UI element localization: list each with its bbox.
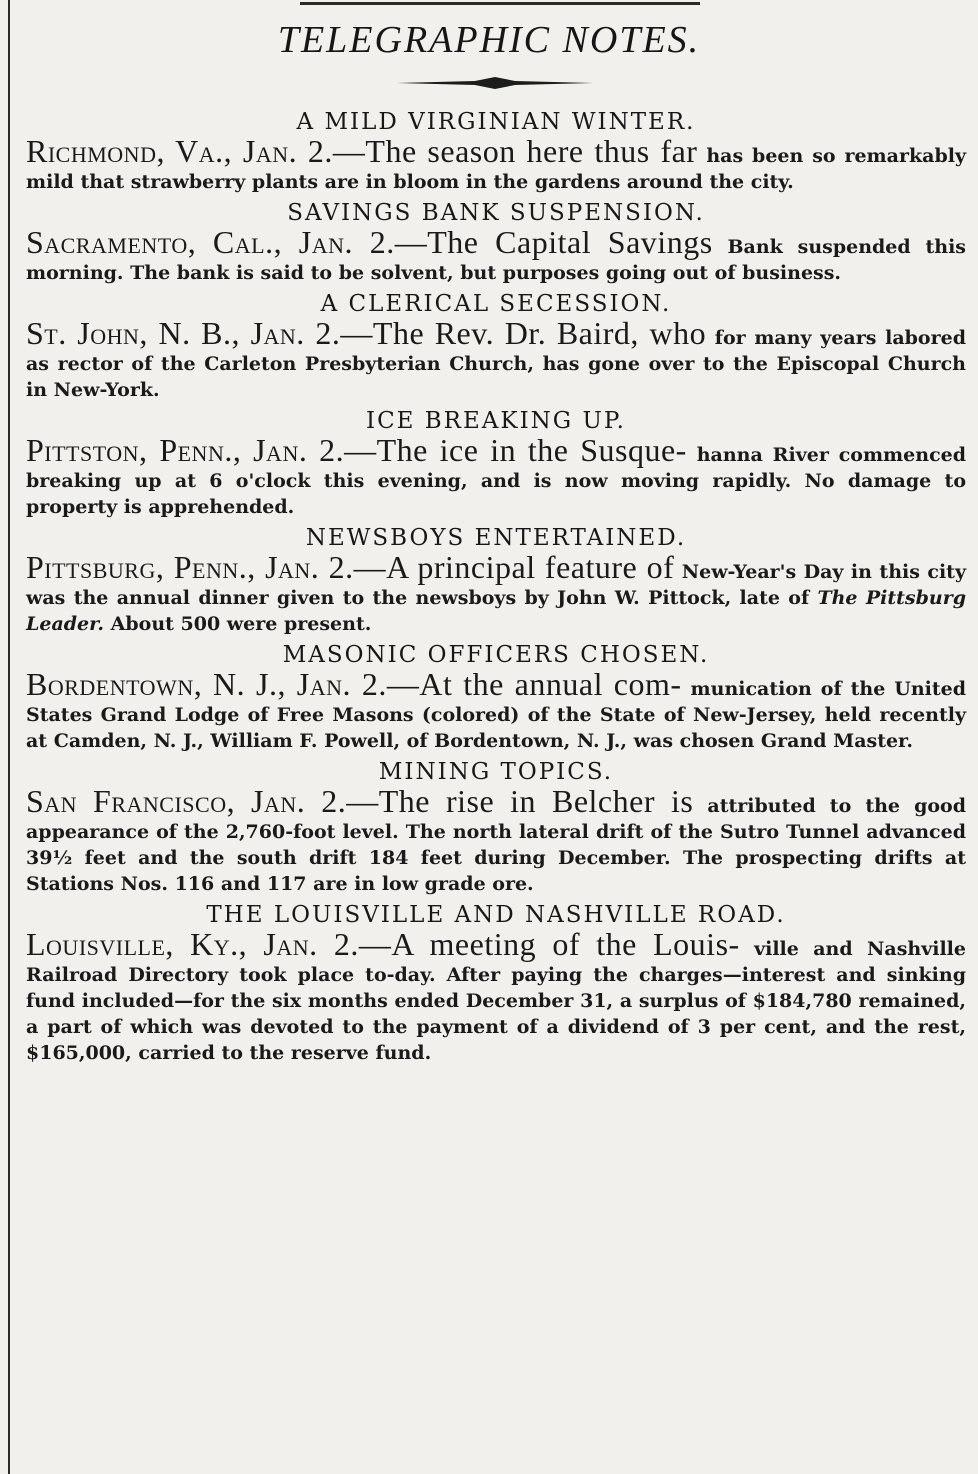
story-savings-bank (26, 199, 966, 286)
story-lead: —The rise in Belcher is (346, 783, 694, 819)
story-lead: —The Rev. Dr. Baird, who (340, 315, 707, 351)
story-dateline: Bordentown, N. J., Jan. 2. (26, 666, 387, 702)
story-text: New-Year's Day in this city was the annual dinner given to the newsboys by John W. Pittock, late of (26, 561, 967, 609)
story-dateline: Sacramento, Cal., Jan. 2. (26, 224, 395, 260)
story-headline: NEWSBOYS ENTERTAINED. (305, 525, 687, 551)
story-lead: —The Capital Savings (394, 224, 713, 260)
story-headline: SAVINGS BANK SUSPENSION. (287, 200, 705, 226)
newspaper-name: The Pittsburg Leader. (26, 587, 966, 635)
story-text: hanna River commenced breaking up at 6 o'clock this evening, and is now moving rapidly. No damage to property is apprehended. (26, 444, 967, 518)
story-headline: THE LOUISVILLE AND NASHVILLE ROAD. (206, 902, 786, 928)
story-virginia (26, 108, 966, 195)
story-body (26, 549, 967, 637)
story-text: munication of the United States Grand Lodge of Free Masons (colored) of the State of New-Jersey, held recently at Camden, N. J., William F. Powell, of Bordentown, N. J., was chosen Grand Master. (26, 678, 966, 752)
story-lead: —A principal feature of (353, 549, 675, 585)
story-newsboys (26, 524, 966, 637)
story-headline: A CLERICAL SECESSION. (320, 291, 672, 317)
story-dateline: St. John, N. B., Jan. 2. (26, 315, 341, 351)
story-headline: A MILD VIRGINIAN WINTER. (296, 109, 696, 135)
story-body (26, 926, 966, 1066)
story-lead: —The season here thus far (332, 133, 698, 169)
story-body (26, 133, 966, 195)
story-text: has been so remarkably mild that strawberry plants are in bloom in the gardens around the city. (26, 145, 966, 193)
story-body (26, 432, 967, 520)
story-ice (26, 407, 966, 520)
story-dateline: Louisville, Ky., Jan. 2. (26, 926, 359, 962)
story-dateline: Pittsburg, Penn., Jan. 2. (26, 549, 354, 585)
section-title: TELEGRAPHIC NOTES. (277, 19, 701, 61)
story-lead: —A meeting of the Louis- (358, 926, 740, 962)
story-clerical (26, 290, 966, 403)
story-text: for many years labored as rector of the Carleton Presbyterian Church, has gone over to the Episcopal Church in New-York. (26, 327, 966, 401)
story-body (26, 783, 967, 897)
story-louisville (26, 901, 966, 1066)
story-text: ville and Nashville Railroad Directory took place to-day. After paying the charges—interest and sinking fund included—for the six months ended December 31, a surplus of $184,780 remained, a part of which was devoted to the payment of a dividend of 3 per cent, and the rest, $165,000, carried to the reserve fund. (26, 938, 966, 1064)
story-dateline: Pittston, Penn., Jan. 2. (26, 432, 345, 468)
top-rule (300, 2, 700, 5)
story-body (26, 224, 966, 286)
story-text-after: About 500 were present. (104, 613, 372, 635)
story-text: attributed to the good appearance of the 2,760-foot level. The north lateral drift of the Sutro Tunnel advanced 39½ feet and the south drift 184 feet during December. The prospecting drifts at Stations Nos. 116 and 117 are in low grade ore. (26, 795, 967, 895)
story-headline: ICE BREAKING UP. (366, 408, 626, 434)
story-masonic (26, 641, 966, 754)
story-text: Bank suspended this morning. The bank is said to be solvent, but purposes going out of business. (26, 236, 966, 284)
story-lead: —The ice in the Susque- (344, 432, 687, 468)
dash-ornament (395, 76, 595, 90)
story-body (26, 315, 966, 403)
story-headline: MINING TOPICS. (378, 759, 614, 785)
article-column (26, 108, 966, 1070)
story-mining (26, 758, 966, 897)
story-lead: —At the annual com- (386, 666, 682, 702)
story-dateline: San Francisco, Jan. 2. (26, 783, 347, 819)
story-body (26, 666, 966, 754)
story-dateline: Richmond, Va., Jan. 2. (26, 133, 333, 169)
story-headline: MASONIC OFFICERS CHOSEN. (282, 642, 710, 668)
column-rule-left (8, 0, 10, 1474)
